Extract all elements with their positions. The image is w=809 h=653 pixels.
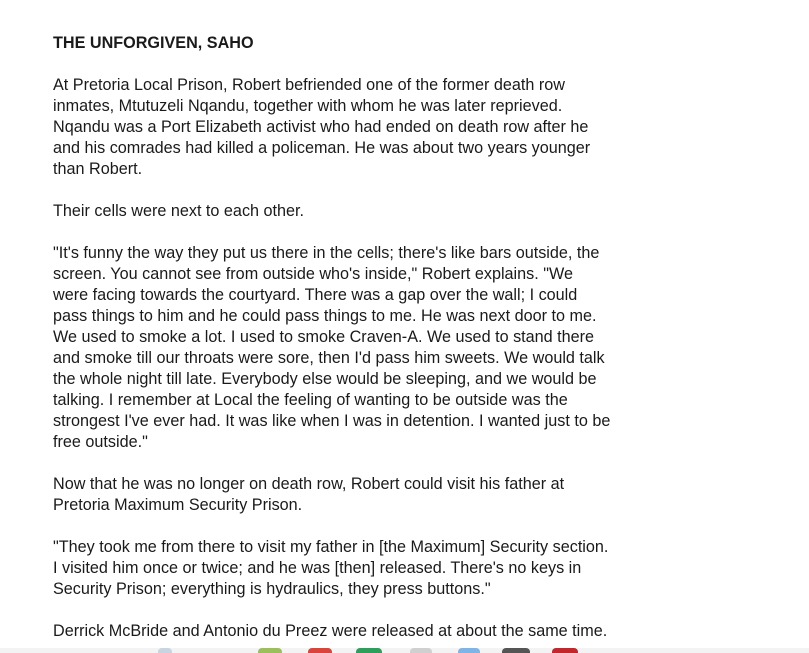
taskbar-icon-3[interactable]	[308, 648, 332, 653]
text-line: than Robert.	[53, 160, 143, 178]
taskbar-icon-4[interactable]	[356, 648, 382, 653]
text-line: were facing towards the courtyard. There was a gap over the wall; I could	[53, 286, 578, 304]
taskbar-icon-5[interactable]	[410, 648, 432, 653]
paragraph-5	[53, 537, 753, 600]
text-line: and his comrades had killed a policeman. He was about two years younger	[53, 139, 591, 157]
text-line: Security Prison; everything is hydraulics, they press buttons."	[53, 580, 491, 598]
taskbar-icon-7[interactable]	[502, 648, 530, 653]
text-line: Derrick McBride and Antonio du Preez were released at about the same time.	[53, 622, 608, 640]
text-line: screen. You cannot see from outside who's inside," Robert explains. "We	[53, 265, 573, 283]
text-line: inmates, Mtutuzeli Nqandu, together with whom he was later reprieved.	[53, 97, 563, 115]
taskbar-icon-1[interactable]	[158, 648, 172, 653]
text-line: the whole night till late. Everybody else would be sleeping, and we would be	[53, 370, 597, 388]
text-line: We used to smoke a lot. I used to smoke Craven-A. We used to stand there	[53, 328, 595, 346]
text-line: strongest I've ever had. It was like when I was in detention. I wanted just to be	[53, 412, 611, 430]
text-line: Their cells were next to each other.	[53, 202, 305, 220]
text-line: pass things to him and he could pass things to me. He was next door to me.	[53, 307, 597, 325]
taskbar-icon-2[interactable]	[258, 648, 282, 653]
text-line: and smoke till our throats were sore, then I'd pass him sweets. We would talk	[53, 349, 605, 367]
text-line: free outside."	[53, 433, 148, 451]
text-line: I visited him once or twice; and he was [then] released. There's no keys in	[53, 559, 582, 577]
text-line: Pretoria Maximum Security Prison.	[53, 496, 303, 514]
paragraph-2	[53, 201, 753, 222]
taskbar	[0, 648, 809, 653]
document-body	[53, 33, 753, 653]
text-line: "They took me from there to visit my father in [the Maximum] Security section.	[53, 538, 609, 556]
text-line: At Pretoria Local Prison, Robert befriended one of the former death row	[53, 76, 565, 94]
taskbar-icon-8[interactable]	[552, 648, 578, 653]
paragraph-3	[53, 243, 753, 453]
paragraph-6	[53, 621, 753, 642]
text-line: Now that he was no longer on death row, Robert could visit his father at	[53, 475, 565, 493]
text-line: "It's funny the way they put us there in the cells; there's like bars outside, the	[53, 244, 600, 262]
taskbar-icon-6[interactable]	[458, 648, 480, 653]
text-line: Nqandu was a Port Elizabeth activist who had ended on death row after he	[53, 118, 589, 136]
paragraph-4	[53, 474, 753, 516]
text-line: talking. I remember at Local the feeling of wanting to be outside was the	[53, 391, 568, 409]
paragraph-1	[53, 75, 753, 180]
document-title: THE UNFORGIVEN, SAHO	[53, 34, 254, 52]
